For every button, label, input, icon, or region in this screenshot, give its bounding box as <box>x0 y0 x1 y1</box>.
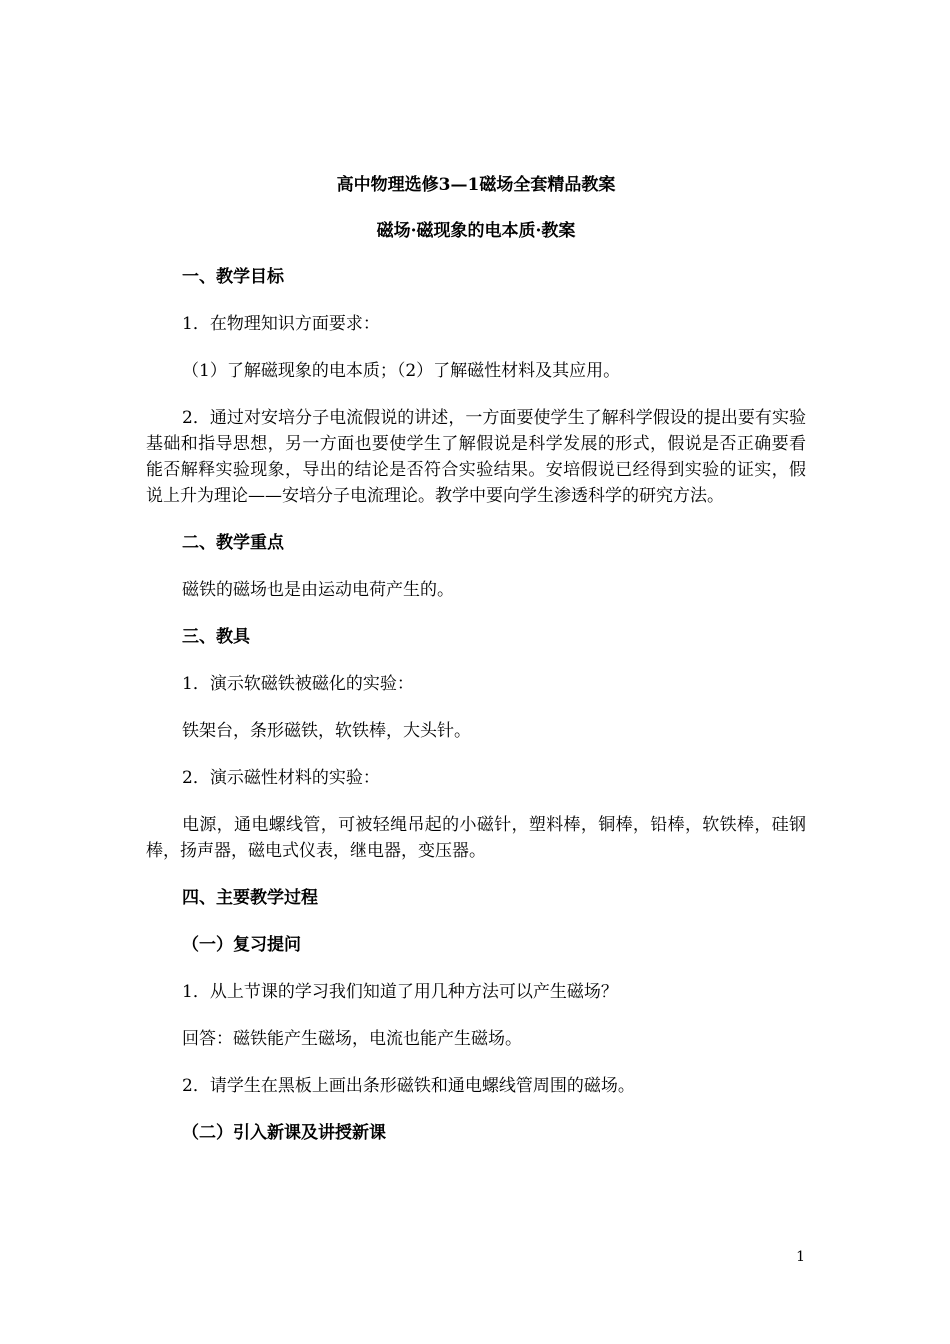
objective-item-2: 2．通过对安培分子电流假说的讲述，一方面要使学生了解科学假设的提出要有实验基础和指导思想，另一方面也要使学生了解假说是科学发展的形式，假说是否正确要看能否解释实验现象，导出的结论是否符合实验结果。安培假说已经得到实验的证实，假说上升为理论——安培分子电流理论。教学中要向学生渗透科学的研究方法。 <box>146 408 806 506</box>
section-heading-process: 四、主要教学过程 <box>182 888 318 908</box>
equipment-item-1: 1．演示软磁铁被磁化的实验： <box>182 674 414 694</box>
subsection-heading-review: （一）复习提问 <box>182 935 301 955</box>
equipment-item-2: 2．演示磁性材料的实验： <box>182 768 380 788</box>
section-heading-equipment: 三、教具 <box>182 627 250 647</box>
review-answer-1: 回答：磁铁能产生磁场，电流也能产生磁场。 <box>182 1029 522 1049</box>
objective-subitems: （1）了解磁现象的电本质；（2）了解磁性材料及其应用。 <box>182 361 621 381</box>
key-point-text: 磁铁的磁场也是由运动电荷产生的。 <box>182 580 454 600</box>
review-question-2: 2．请学生在黑板上画出条形磁铁和通电螺线管周围的磁场。 <box>182 1076 635 1096</box>
review-question-1: 1．从上节课的学习我们知道了用几种方法可以产生磁场？ <box>182 982 618 1002</box>
subsection-heading-new-lesson: （二）引入新课及讲授新课 <box>182 1123 386 1143</box>
objective-item-1: 1．在物理知识方面要求： <box>182 314 380 334</box>
document-subtitle: 磁场·磁现象的电本质·教案 <box>376 221 576 241</box>
page-number: 1 <box>796 1249 805 1265</box>
document-title: 高中物理选修3—1磁场全套精品教案 <box>336 175 616 195</box>
section-heading-key-point: 二、教学重点 <box>182 533 284 553</box>
equipment-list-1: 铁架台，条形磁铁，软铁棒，大头针。 <box>182 721 471 741</box>
section-heading-objectives: 一、教学目标 <box>182 267 284 287</box>
document-body <box>146 172 806 1167</box>
equipment-list-2: 电源，通电螺线管，可被轻绳吊起的小磁针，塑料棒，铜棒，铅棒，软铁棒，硅钢棒，扬声器，磁电式仪表，继电器，变压器。 <box>146 815 806 861</box>
